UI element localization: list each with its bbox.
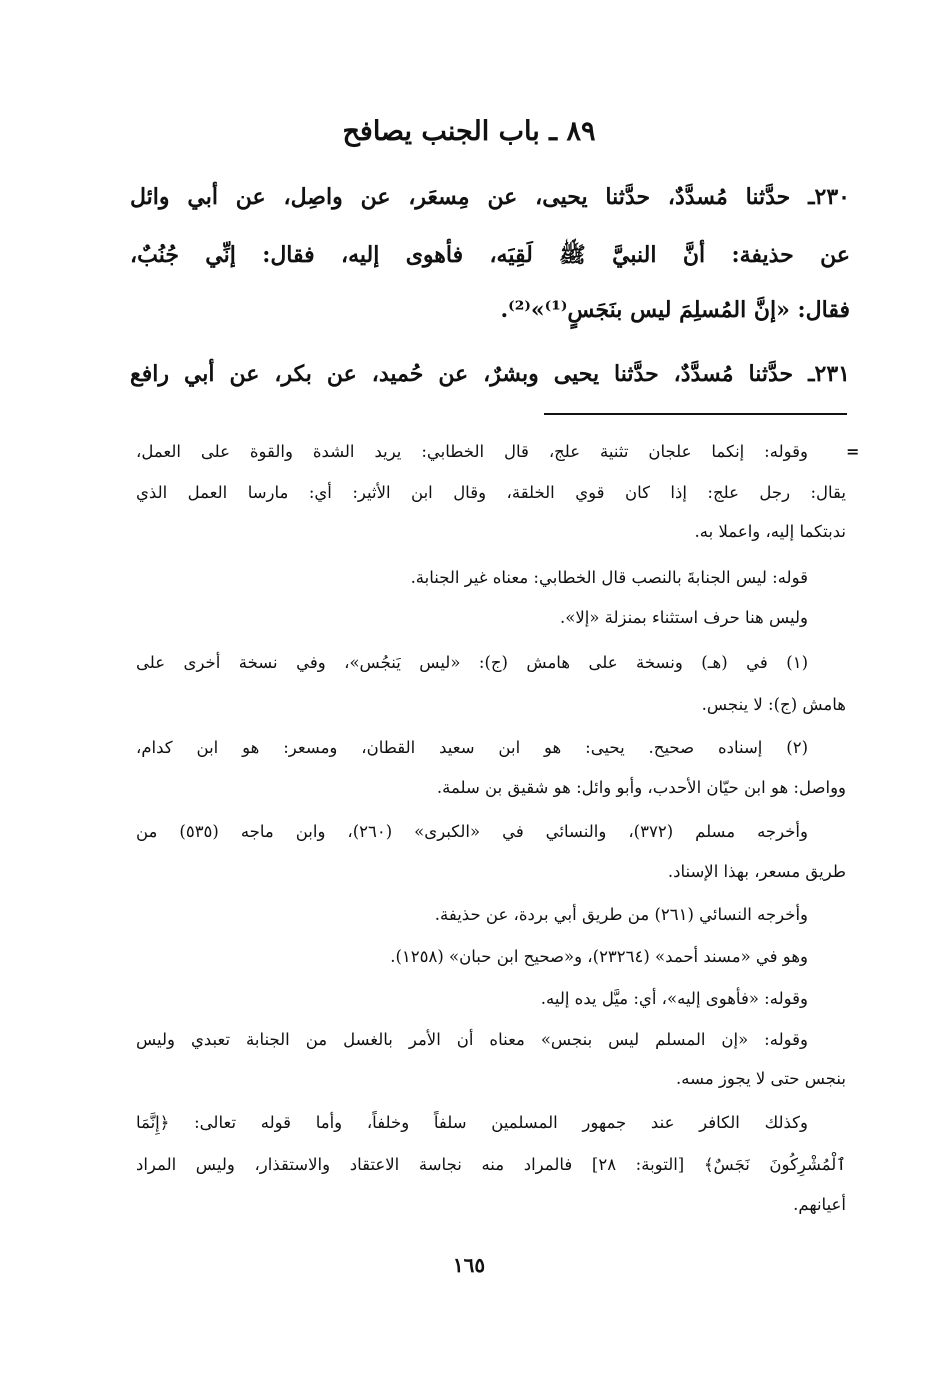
footnote-line: هامش (ج): لا ينجس. [701,695,846,714]
chapter-title: ٨٩ ـ باب الجنب يصافح [342,116,596,147]
footnote-line: وواصل: هو ابن حيّان الأحدب، وأبو وائل: هو شقيق بن سلمة. [436,778,846,797]
hadith-line: ٢٣١ـ حدَّثنا مُسدَّدٌ، حدَّثنا يحيى وبشرٌ، عن حُميد، عن بكر، عن أبي رافع [130,361,850,387]
footnote-line: وأخرجه مسلم (٣٧٢)، والنسائي في «الكبرى» (٢٦٠)، وابن ماجه (٥٣٥) من [136,822,808,841]
footnote-line: يقال: رجل علج: إذا كان قوي الخلقة، وقال ابن الأثير: أي: مارسا العمل الذي [136,483,846,502]
footnote-line: (١) في (هـ) ونسخة على هامش (ج): «ليس يَنجُس»، وفي نسخة أخرى على [136,653,808,672]
page-number: ١٦٥ [452,1253,486,1277]
footnote-line: وليس هنا حرف استثناء بمنزلة «إلا». [560,608,808,627]
footnote-divider [544,413,847,415]
hadith-line: ٢٣٠ـ حدَّثنا مُسدَّدٌ، حدَّثنا يحيى، عن مِسعَر، عن واصِل، عن أبي وائل [130,184,850,210]
continuation-mark: = [846,442,860,461]
footnote-line: وكذلك الكافر عند جمهور المسلمين سلفاً وخلفاً، وأما قوله تعالى: ﴿إِنَّمَا [136,1113,808,1132]
footnote-line: وهو في «مسند أحمد» (٢٣٢٦٤)، و«صحيح ابن حبان» (١٢٥٨). [390,947,808,966]
footnote-line: ندبتكما إليه، واعملا به. [694,522,846,541]
hadith-line: فقال: «إنَّ المُسلِمَ ليس بنَجَسٍ⁽¹⁾»⁽²⁾. [500,297,850,323]
footnote-line: وقوله: إنكما علجان تثنية علج، قال الخطابي: يريد الشدة والقوة على العمل، [136,442,808,461]
footnote-line: وقوله: «إن المسلم ليس بنجس» معناه أن الأمر بالغسل من الجنابة تعبدي وليس [136,1030,808,1049]
footnote-line: بنجس حتى لا يجوز مسه. [676,1069,846,1088]
footnote-line: وأخرجه النسائي (٢٦١) من طريق أبي بردة، عن حذيفة. [434,905,808,924]
footnote-line: ٱلْمُشْرِكُونَ نَجَسٌ﴾ [التوبة: ٢٨] فالمراد منه نجاسة الاعتقاد والاستقذار، وليس المراد [136,1155,846,1174]
footnote-line: قوله: ليس الجنابةَ بالنصب قال الخطابي: معناه غير الجنابة. [410,568,808,587]
footnote-line: طريق مسعر، بهذا الإسناد. [667,862,846,881]
footnote-line: أعيانهم. [793,1195,846,1214]
footnote-line: (٢) إسناده صحيح. يحيى: هو ابن سعيد القطان، ومسعر: هو ابن كدام، [136,738,808,757]
hadith-line: عن حذيفة: أنَّ النبيَّ ﷺ لَقِيَه، فأهوى إليه، فقال: إنِّي جُنُبٌ، [130,242,850,268]
footnote-line: وقوله: «فأهوى إليه»، أي: ميَّل يده إليه. [540,989,808,1008]
